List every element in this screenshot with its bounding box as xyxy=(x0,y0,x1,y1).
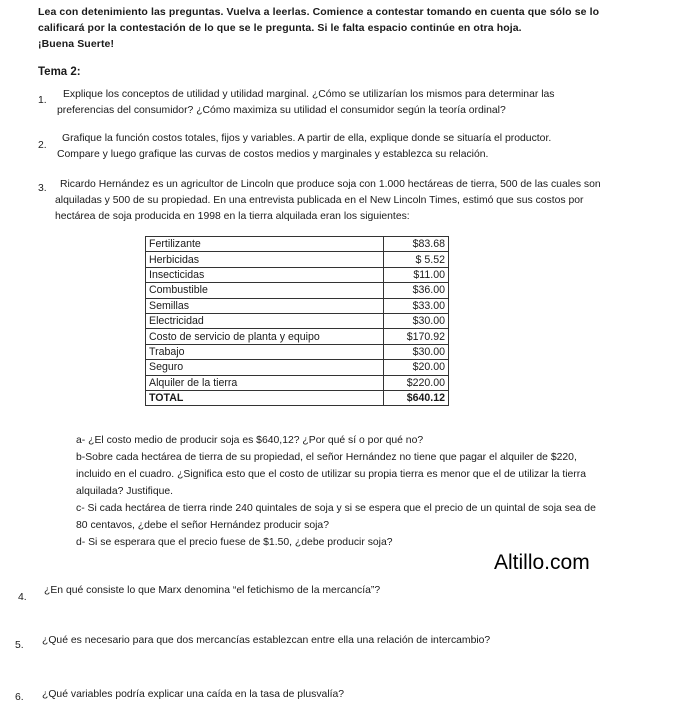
subquestion-d: d- Si se esperara que el precio fuese de $1.50, ¿debe producir soja? xyxy=(76,537,393,548)
question-number: 1. xyxy=(38,95,47,106)
table-row xyxy=(146,298,449,313)
table-row xyxy=(146,313,449,328)
total-label: TOTAL xyxy=(146,390,384,405)
subquestion-c-cont: 80 centavos, ¿debe el señor Hernández producir soja? xyxy=(76,520,329,531)
cost-item: Seguro xyxy=(146,360,384,375)
cost-table xyxy=(145,236,449,406)
cost-value: $ 5.52 xyxy=(384,252,449,267)
question-text-line: ¿Qué variables podría explicar una caída en la tasa de plusvalía? xyxy=(42,689,345,700)
subquestion-a: a- ¿El costo medio de producir soja es $640,12? ¿Por qué sí o por qué no? xyxy=(76,435,424,446)
table-row xyxy=(146,252,449,267)
question-text-line: preferencias del consumidor? ¿Cómo maximiza su utilidad el consumidor según la teoría ordinal? xyxy=(57,105,506,116)
table-row xyxy=(146,267,449,282)
cost-value: $83.68 xyxy=(384,237,449,252)
cost-value: $33.00 xyxy=(384,298,449,313)
cost-item: Insecticidas xyxy=(146,267,384,282)
question-number: 3. xyxy=(38,183,47,194)
subquestion-c: c- Si cada hectárea de tierra rinde 240 quintales de soja y si se espera que el precio de un quintal de soja sea de xyxy=(76,503,596,514)
question-text-line: alquiladas y 500 de su propiedad. En una entrevista publicada en el New Lincoln Times, estimó que sus costos por xyxy=(55,195,584,206)
cost-item: Trabajo xyxy=(146,344,384,359)
table-row xyxy=(146,237,449,252)
instructions-line-1: Lea con detenimiento las preguntas. Vuelva a leerlas. Comience a contestar tomando en cuenta que sólo se lo xyxy=(38,6,600,18)
subquestion-b-cont: incluido en el cuadro. ¿Significa esto que el costo de utilizar su propia tierra es menor que el de utilizar la tierra xyxy=(76,469,586,480)
cost-value: $170.92 xyxy=(384,329,449,344)
cost-value: $36.00 xyxy=(384,283,449,298)
cost-value: $20.00 xyxy=(384,360,449,375)
cost-value: $30.00 xyxy=(384,313,449,328)
question-text-line: Grafique la función costos totales, fijos y variables. A partir de ella, explique donde se situaría el productor. xyxy=(62,133,552,144)
cost-item: Electricidad xyxy=(146,313,384,328)
question-text-line: ¿En qué consiste lo que Marx denomina “el fetichismo de la mercancía”? xyxy=(44,585,381,596)
cost-item: Fertilizante xyxy=(146,237,384,252)
table-total-row xyxy=(146,390,449,405)
table-row xyxy=(146,344,449,359)
table-row xyxy=(146,375,449,390)
question-number: 6. xyxy=(15,692,24,703)
question-text-line: Compare y luego grafique las curvas de costos medios y marginales y establezca su relación. xyxy=(57,149,489,160)
table-row xyxy=(146,329,449,344)
topic-heading: Tema 2: xyxy=(38,66,81,78)
instructions-line-3: ¡Buena Suerte! xyxy=(38,38,115,50)
cost-item: Combustible xyxy=(146,283,384,298)
cost-value: $220.00 xyxy=(384,375,449,390)
table-row xyxy=(146,360,449,375)
question-number: 4. xyxy=(18,592,27,603)
question-number: 2. xyxy=(38,140,47,151)
table-row xyxy=(146,283,449,298)
question-number: 5. xyxy=(15,640,24,651)
cost-item: Herbicidas xyxy=(146,252,384,267)
question-text-line: Ricardo Hernández es un agricultor de Lincoln que produce soja con 1.000 hectáreas de tierra, 500 de las cuales son xyxy=(60,179,601,190)
cost-value: $30.00 xyxy=(384,344,449,359)
watermark-text: Altillo.com xyxy=(494,551,590,574)
cost-item: Alquiler de la tierra xyxy=(146,375,384,390)
instructions-line-2: calificará por la contestación de lo que se le pregunta. Si le falta espacio continúe en otra hoja. xyxy=(38,22,522,34)
subquestion-b-cont: alquilada? Justifique. xyxy=(76,486,174,497)
question-text-line: ¿Qué es necesario para que dos mercancías establezcan entre ella una relación de intercambio? xyxy=(42,635,491,646)
cost-item: Costo de servicio de planta y equipo xyxy=(146,329,384,344)
cost-item: Semillas xyxy=(146,298,384,313)
total-value: $640.12 xyxy=(384,390,449,405)
question-text-line: hectárea de soja producida en 1998 en la tierra alquilada eran los siguientes: xyxy=(55,211,410,222)
question-text-line: Explique los conceptos de utilidad y utilidad marginal. ¿Cómo se utilizarían los mismos para determinar las xyxy=(63,89,555,100)
cost-value: $11.00 xyxy=(384,267,449,282)
subquestion-b: b-Sobre cada hectárea de tierra de su propiedad, el señor Hernández no tiene que pagar el alquiler de $220, xyxy=(76,452,577,463)
